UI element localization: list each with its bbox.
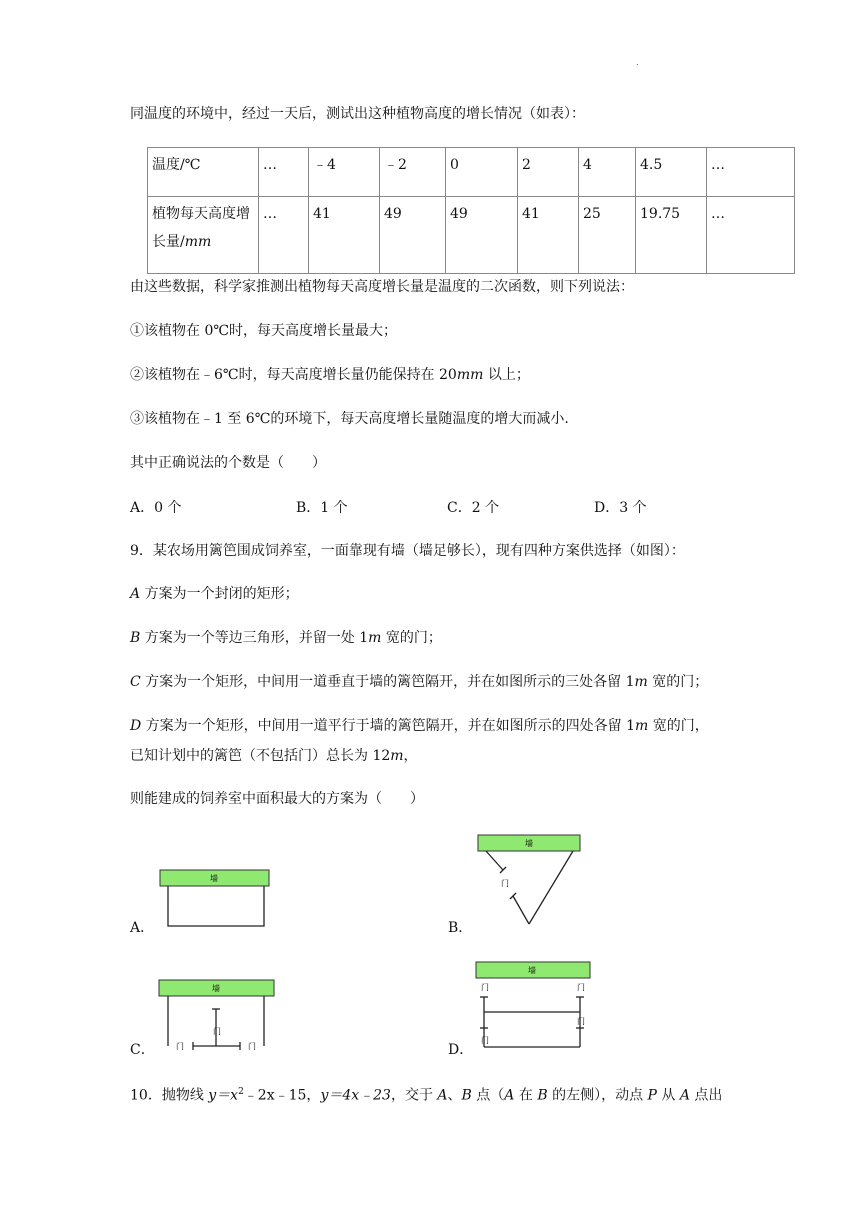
temp-cell: ﹣4 (309, 148, 380, 197)
fence-b-left-top (486, 851, 503, 870)
door-label-c-right: 门 (248, 1042, 256, 1051)
header-dot: . (636, 58, 639, 67)
temp-cell: … (259, 148, 309, 197)
figure-label-a: A． (130, 920, 155, 936)
statement-3: ③该植物在﹣1 至 6℃的环境下，每天高度增长量随温度的增大而减小. (130, 411, 569, 427)
temp-cell: 4.5 (636, 148, 707, 197)
growth-cell: 41 (309, 197, 380, 274)
growth-cell: 49 (380, 197, 446, 274)
temp-cell: 2 (518, 148, 579, 197)
door-b-tick-bottom (510, 893, 516, 899)
question-9-title: 9．某农场用篱笆围成饲养室，一面靠现有墙（墙足够长），现有四种方案供选择（如图）： (130, 543, 685, 559)
wall-label-c: 墙 (212, 984, 220, 993)
question-10: 10．抛物线 $y=x^2﹣2x﹣15$，y＝4x﹣23，交于 A、B 点（A 在 B 的左侧），动点 P 从 A 点出 (130, 1087, 723, 1104)
door-label-b: 门 (501, 879, 509, 888)
fence-b-right (529, 851, 573, 924)
temp-header: 温度/℃ (148, 148, 259, 197)
q9-plan-c: C 方案为一个矩形，中间用一道垂直于墙的篱笆隔开，并在如图所示的三处各留 1m 宽的门； (130, 674, 709, 690)
q9-known: 已知计划中的篱笆（不包括门）总长为 12m， (130, 748, 418, 764)
growth-header-line2: 长量/ (152, 234, 185, 250)
option-c: C．2 个 (447, 500, 500, 516)
door-label-c-mid: 门 (213, 1027, 221, 1036)
q9-plan-b: B 方案为一个等边三角形，并留一处 1m 宽的门； (130, 630, 442, 646)
growth-cell: 19.75 (636, 197, 707, 274)
option-b: B．1 个 (296, 500, 348, 516)
growth-cell: … (259, 197, 309, 274)
fence-b-left-bottom (513, 896, 529, 924)
temp-cell: ﹣2 (380, 148, 446, 197)
growth-header-line1: 植物每天高度增 (152, 206, 250, 222)
fence-a (168, 886, 264, 926)
figure-b (478, 835, 580, 924)
growth-cell: 41 (518, 197, 579, 274)
wall-label-a: 墙 (210, 874, 218, 883)
door-label-d-2: 门 (481, 1036, 489, 1045)
door-label-c-left: 门 (176, 1042, 184, 1051)
temp-cell: … (707, 148, 795, 197)
q9-ask: 则能建成的饲养室中面积最大的方案为（ ） (130, 791, 424, 807)
wall-label-d: 墙 (528, 966, 536, 975)
door-label-d-1: 门 (481, 983, 489, 992)
statement-2: ②该植物在﹣6℃时，每天高度增长量仍能保持在 20mm 以上； (130, 367, 530, 383)
q9-plan-a: A 方案为一个封闭的矩形； (130, 586, 299, 602)
growth-cell: 25 (579, 197, 636, 274)
option-d: D．3 个 (594, 500, 647, 516)
growth-cell: … (707, 197, 795, 274)
intro-line: 同温度的环境中，经过一天后，测试出这种植物高度的增长情况（如表）： (130, 106, 585, 122)
wall-label-b: 墙 (525, 839, 533, 848)
door-label-d-3: 门 (577, 983, 585, 992)
temp-cell: 4 (579, 148, 636, 197)
door-label-d-4: 门 (577, 1017, 585, 1026)
figure-label-b: B． (448, 920, 473, 936)
statement-1: ①该植物在 0℃时，每天高度增长量最大； (130, 323, 398, 339)
figure-label-c: C． (130, 1042, 155, 1058)
after-table-text: 由这些数据，科学家推测出植物每天高度增长量是温度的二次函数，则下列说法： (130, 279, 634, 295)
temp-cell: 0 (446, 148, 518, 197)
figure-label-d: D． (448, 1042, 474, 1058)
growth-cell: 49 (446, 197, 518, 274)
question-8-ask: 其中正确说法的个数是（ ） (130, 455, 326, 471)
growth-header-unit: mm (184, 234, 212, 250)
option-a: A．0 个 (130, 500, 182, 516)
q9-plan-d: D 方案为一个矩形，中间用一道平行于墙的篱笆隔开，并在如图所示的四处各留 1m 宽的门， (130, 718, 709, 734)
